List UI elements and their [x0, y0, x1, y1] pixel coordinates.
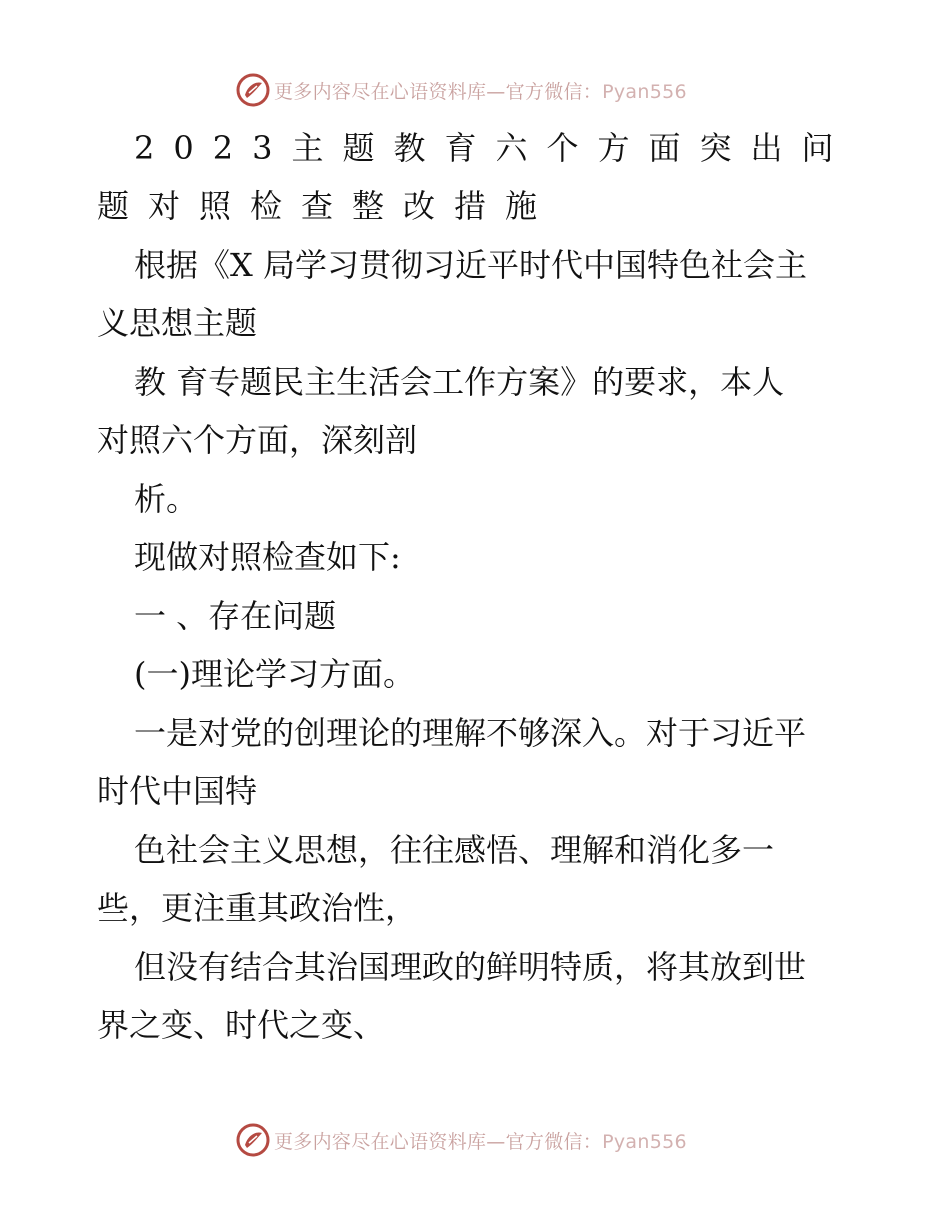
watermark-banner-top — [236, 72, 687, 108]
section-heading: 一 、存在问题 — [134, 597, 337, 635]
watermark-id: Pyan556 — [602, 1130, 687, 1153]
document-title-line-2: 题对照检查整改措施 — [97, 187, 557, 225]
paragraph-line: 些，更注重其政治性， — [97, 889, 418, 927]
document-title-line-1: 2023主题教育六个方面突出问 — [134, 129, 853, 167]
watermark-logo-icon — [236, 1123, 270, 1157]
paragraph-line: 教 育专题民主生活会工作方案》的要求，本人 — [134, 363, 785, 401]
paragraph-line: 析。 — [134, 480, 199, 518]
watermark-text: 更多内容尽在心语资料库—官方微信：Pyan556 — [274, 1130, 687, 1153]
paragraph-line: 根据《X 局学习贯彻习近平时代中国特色社会主 — [134, 246, 807, 284]
paragraph-line: 界之变、时代之变、 — [97, 1006, 386, 1044]
watermark-text: 更多内容尽在心语资料库—官方微信：Pyan556 — [274, 80, 687, 103]
paragraph-line: 现做对照检查如下: — [134, 538, 401, 576]
paragraph-line: 对照六个方面，深刻剖 — [97, 421, 418, 459]
watermark-logo-icon — [236, 73, 270, 107]
paragraph-line: 义思想主题 — [97, 304, 258, 342]
subsection-heading: (一)理论学习方面。 — [134, 655, 415, 693]
watermark-id: Pyan556 — [602, 80, 687, 103]
watermark-banner-bottom — [236, 1122, 687, 1158]
paragraph-line: 但没有结合其治国理政的鲜明特质，将其放到世 — [134, 948, 807, 986]
paragraph-line: 一是对党的创理论的理解不够深入。对于习近平 — [134, 714, 807, 752]
paragraph-line: 时代中国特 — [97, 772, 258, 810]
paragraph-line: 色社会主义思想，往往感悟、理解和消化多一 — [134, 831, 775, 869]
